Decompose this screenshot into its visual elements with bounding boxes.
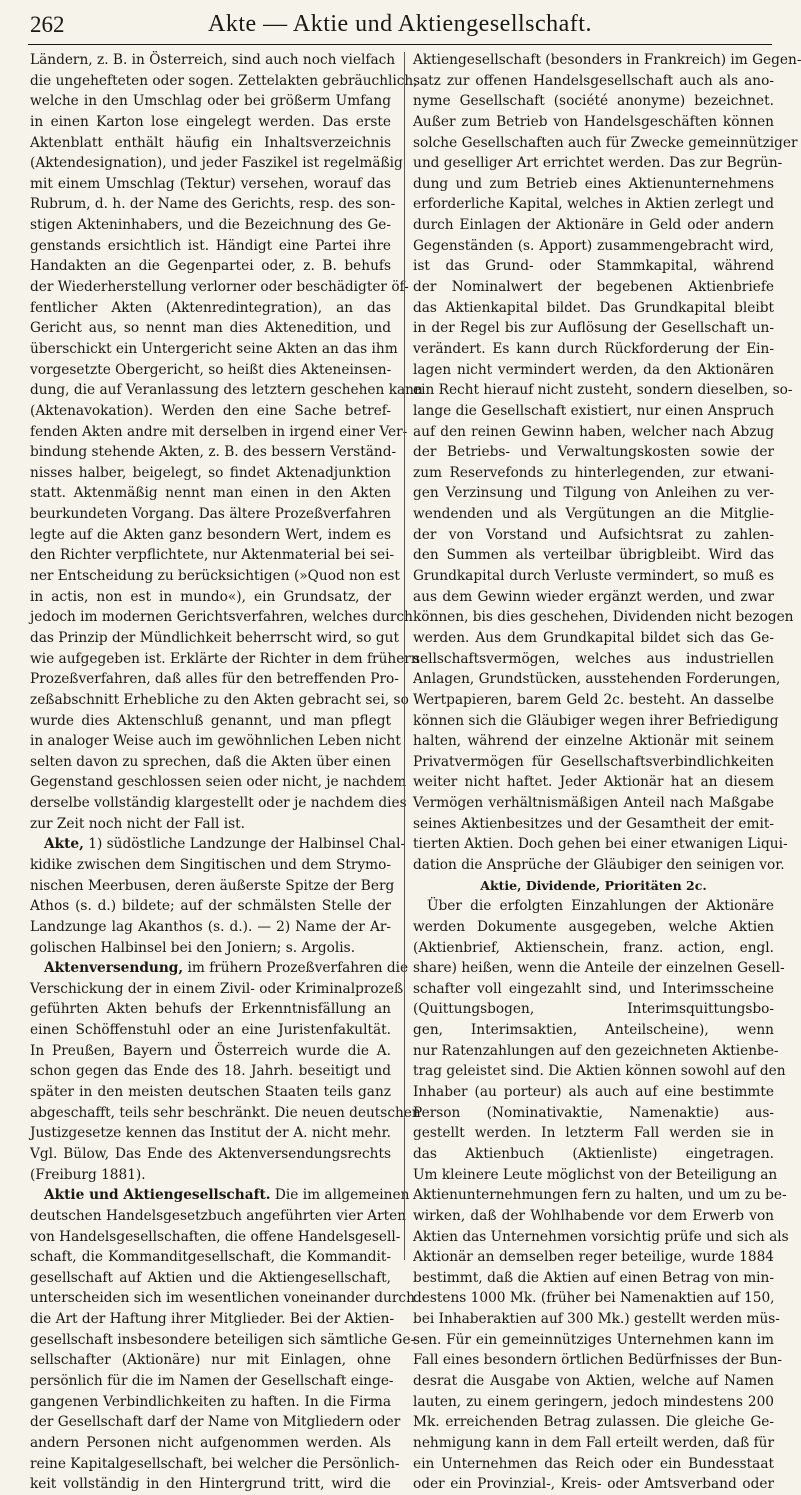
text-line [413,1185,787,1206]
line-text: ner Entscheidung zu berücksichtigen (»Quod non est [30,568,400,585]
text-line [413,1227,789,1248]
text-line [413,607,794,628]
line-text: beurkundeten Vorgang. Das ältere Prozeßverfahren [30,506,391,523]
line-text: welche in den Umschlag oder bei größerm Umfang [30,93,391,110]
text-line [413,194,774,215]
line-text: der Gesellschaft darf der Name von Mitgliedern oder [30,1414,401,1431]
text-line [413,958,785,979]
line-text: vorgesetzte Obergericht, so heißt dies Akteneinsen- [30,361,392,378]
text-line [413,215,774,236]
line-text: sen. Für ein gemeinnütziges Unternehmen kann im [413,1331,774,1348]
line-text: Aktienunternehmungen fern zu halten, und um zu be- [413,1187,787,1204]
line-text: (Aktienbrief, Aktienschein, franz. action, engl. [413,939,774,956]
text-line [413,1268,774,1289]
line-text: jedoch im modernen Gerichtsverfahren, welches durch [30,609,413,626]
text-line [413,1020,774,1041]
line-text: können sich die Gläubiger wegen ihrer Befriedigung [413,712,779,729]
text-line [30,339,398,360]
text-line [413,91,774,112]
line-text: Über die erfolgten Einzahlungen der Aktionäre [427,898,774,915]
text-line [30,174,391,195]
line-text: Aktie, Dividende, Prioritäten 2c. [480,877,707,893]
text-line [413,896,774,917]
text-line [30,318,391,339]
left-text-column [30,50,423,1493]
line-text: nisses halber, beigelegt, so findet Aktenadjunktion [30,464,391,481]
line-text: schaft, die Kommanditgesellschaft, die Kommandit- [30,1249,391,1266]
line-text: Um kleinere Leute möglichst von der Beteiligung an [413,1166,778,1183]
line-text: Gegenständen (s. Apport) zusammengebracht wird, [413,237,774,254]
line-text: reine Kapitalgesellschaft, bei welcher die Persönlich- [30,1455,400,1472]
text-line [30,628,399,649]
line-text: bei Inhaberaktien auf 300 Mk.) gestellt werden müs- [413,1311,780,1328]
line-text: Privatvermögen für Gesellschaftsverbindlichkeiten [413,753,774,770]
line-text: nur Ratenzahlungen auf den gezeichneten Aktienbe- [413,1042,779,1059]
text-line [30,1350,391,1371]
line-text: weiter nicht haftet. Jeder Aktionär hat an diesem [413,774,774,791]
line-text: gesellschaft auf Aktien und die Aktiengesellschaft, [30,1269,391,1286]
text-line [30,855,391,876]
line-text: geführten Akten behufs der Erkenntnisfällung an [30,1001,391,1018]
text-line [30,834,406,855]
text-line [30,669,399,690]
line-text: Fall eines besondern örtlichen Bedürfnisses der Bun- [413,1352,783,1369]
line-text: seines Aktienbesitzes und der Gesamtheit der emit- [413,815,774,832]
text-line [30,1288,415,1309]
line-text: bindung stehende Akten, z. B. des bessern Verständ- [30,444,397,461]
line-text: mit einem Umschlag (Tektur) versehen, worauf das [30,175,391,192]
text-line [30,256,391,277]
line-text: Prozeßverfahren, daß alles für den betreffenden Pro- [30,671,399,688]
line-text: andern Personen nicht aufgenommen werden. Als [30,1434,391,1451]
text-line [413,71,774,92]
line-text: deutschen Handelsgesetzbuch angeführten vier Arten [30,1207,407,1224]
text-line [413,628,774,649]
text-line [30,1330,416,1351]
text-line [30,525,391,546]
line-text: Aktien das Unternehmen vorsichtig prüfe und sich als [413,1228,789,1245]
line-text: In Preußen, Bayern und Österreich wurde die A. [30,1042,391,1059]
text-line [413,360,774,381]
text-line [413,1103,774,1124]
text-line [30,483,391,504]
line-text: (Aktenavokation). Werden den eine Sache betref- [30,402,391,419]
text-line [413,814,774,835]
line-text: in actis, non est in mundo«), ein Grundsatz, der [30,588,391,605]
text-line [30,587,391,608]
text-line [30,649,420,670]
text-line [413,1206,774,1227]
text-line [413,649,774,670]
text-line [413,1433,774,1454]
text-line [30,1206,407,1227]
line-text: Anlagen, Grundstücken, ausstehenden Forderungen, [413,671,781,688]
text-line [30,1061,391,1082]
text-line [413,1392,774,1413]
line-text: die ungehefteten oder sogen. Zettelakten gebräuchlich, [30,72,418,89]
line-text: sellschaftsvermögen, welches aus industriellen [413,650,774,667]
text-line [413,855,785,876]
line-text: der von Vorstand und Aufsichtsrat zu zahlen- [413,526,774,543]
line-text: legte auf die Akten ganz besondern Wert, indem es [30,526,391,543]
line-text: lauten, zu einem geringern, jedoch mindestens 200 [413,1393,774,1410]
line-text: der Betriebs- und Verwaltungskosten sowie der [413,444,774,461]
text-line [413,318,774,339]
text-line [30,1185,410,1206]
line-text: Vermögen verhältnismäßigen Anteil nach Maßgabe [413,795,774,812]
text-line [30,236,391,257]
line-text: ist das Grund- oder Stammkapital, während [413,258,774,275]
line-text: zum Reservefonds zu hinterlegenden, zur etwani- [413,464,774,481]
line-text: fenden Akten andre mit derselben in irgend einer Ver- [30,423,408,440]
line-text: Inhaber (au porteur) als auch auf eine bestimmte [413,1084,774,1101]
line-text: Aktenblatt enthält häufig ein Inhaltsverzeichnis [30,134,391,151]
text-line [30,772,407,793]
line-text: gen Verzinsung und Tilgung von Anleihen zu ver- [413,485,774,502]
line-text: wie aufgegeben ist. Erklärte der Richter in dem frühern [30,650,420,667]
text-line [30,793,407,814]
line-text: Rubrum, d. h. der Name des Gerichts, resp. des son- [30,196,396,213]
line-text: Mk. erreichenden Betrag zulassen. Die gleiche Ge- [413,1414,774,1431]
line-text: durch Einlagen der Aktionäre in Geld oder andern [413,217,774,234]
text-line [30,1144,391,1165]
text-line [413,1123,774,1144]
text-line [30,814,391,835]
text-line [413,256,774,277]
text-line [30,566,400,587]
line-text: gestellt werden. In letzterm Fall werden sie in [413,1125,774,1142]
text-line [413,339,774,360]
text-line [30,690,409,711]
text-line [30,979,404,1000]
text-line [30,1474,391,1495]
line-text: Person (Nominativaktie, Namenaktie) aus- [413,1104,774,1121]
text-line [413,277,774,298]
line-text: Aktiengesellschaft (besonders in Frankreich) im Gegen- [413,52,801,68]
text-line [30,91,391,112]
line-text: desrat die Ausgabe von Aktien, welche auf Namen [413,1373,774,1389]
line-text: (Freiburg 1881). [30,1166,146,1183]
text-line [30,752,391,773]
text-line [30,1020,391,1041]
line-text: überschickt ein Untergericht seine Akten an das ihm [30,340,398,357]
line-text: einen Schöffenstuhl oder an eine Juristenfakultät. [30,1022,391,1039]
text-line [30,545,395,566]
page-number: 262 [30,12,65,37]
text-line [30,1268,391,1289]
line-text: der Nominalwert der begebenen Aktienbriefe [413,279,774,296]
line-text: fentlicher Akten (Aktenredintegration), an das [30,299,391,316]
text-line [30,1371,394,1392]
text-line [30,1412,401,1433]
text-line [413,1061,786,1082]
text-line [30,442,397,463]
text-line [413,731,774,752]
line-text: das Prinzip der Mündlichkeit beherrscht wird, so gut [30,629,399,646]
line-text: Grundkapital durch Verluste vermindert, so muß es [413,568,774,585]
line-text: Gegenstand geschlossen seien oder nicht, je nachdem [30,774,407,791]
line-text: golischen Halbinsel bei den Joniern; s. Argolis. [30,939,356,956]
line-text: lange die Gesellschaft existiert, nur einen Anspruch [413,402,775,419]
line-text: solche Gesellschaften auch für Zwecke gemeinnütziger [413,134,798,151]
line-text: Außer zum Betrieb von Handelsgeschäften können [413,113,774,130]
text-line [30,1392,391,1413]
line-text: werden. Aus dem Grundkapital bildet sich das Ge- [413,629,774,646]
line-text: share) heißen, wenn die Anteile der einzelnen Gesell- [413,960,785,977]
line-text: zur Zeit noch nicht der Fall ist. [30,815,246,832]
entry-headword: Akte, [44,836,84,853]
line-text: werden Dokumente ausgegeben, welche Aktien [413,918,774,935]
line-text: in einen Karton lose eingelegt werden. Das erste [30,113,391,130]
text-line [413,999,774,1020]
text-line [413,442,774,463]
line-text: dation die Ansprüche der Gläubiger den seinigen vor. [413,856,785,873]
line-text: gen, Interimsaktien, Anteilscheine), wenn [413,1022,774,1039]
text-line [413,112,774,133]
text-line [413,1474,774,1495]
text-line [413,587,774,608]
line-text: Vgl. Bülow, Das Ende des Aktenversendungsrechts [30,1145,391,1162]
line-text: ein Unternehmen das Reich oder ein Bundesstaat [413,1455,774,1472]
text-line [413,690,774,711]
line-text: gesellschaft insbesondere beteiligen sich sämtliche Ge- [30,1331,416,1348]
text-line [413,153,783,174]
text-line [413,979,774,1000]
text-line [413,504,774,525]
line-text: schon gegen das Ende des 18. Jahrh. beseitigt und [30,1063,391,1080]
line-text: ein Recht hierauf nicht zusteht, sondern dieselben, so- [413,382,793,399]
text-line [30,153,403,174]
text-line [30,463,391,484]
line-text: stigen Akteninhabers, und die Bezeichnung des Ge- [30,217,391,234]
line-text: zeßabschnitt Erhebliche zu den Akten gebracht sei, so [30,691,409,708]
text-line [30,194,396,215]
line-text: statt. Aktenmäßig nennt man einen in den Akten [30,485,391,502]
text-line [413,669,781,690]
text-line [413,1288,774,1309]
text-line [413,174,774,195]
line-text: trag geleistet sind. Die Aktien können sowohl auf den [413,1063,786,1080]
text-line [413,133,798,154]
line-text: kidike zwischen dem Singitischen und dem Strymo- [30,856,391,873]
line-text: und geselliger Art errichtet werden. Das zur Begrün- [413,155,783,172]
text-line [30,1123,391,1144]
text-line [30,731,401,752]
text-line [30,360,391,381]
text-line [30,112,391,133]
text-line [413,711,779,732]
text-line [413,298,774,319]
line-text: (Aktendesignation), und jeder Faszikel ist regelmäßig [30,155,403,172]
line-text: Verschickung der in einem Zivil- oder Kriminalprozeß [30,980,404,997]
line-text: Handakten an die Gegenpartei oder, z. B. behufs [30,258,391,275]
text-line [413,1350,783,1371]
text-line [413,463,774,484]
text-line [413,566,774,587]
line-text: unterscheiden sich im wesentlichen voneinander durch [30,1290,415,1307]
line-text: das Aktienkapital bildet. Das Grundkapital bleibt [413,299,774,316]
text-line [413,793,774,814]
line-text: keit vollständig in den Hintergrund tritt, wird die [30,1476,391,1493]
text-line [413,1165,778,1186]
text-line [413,834,788,855]
text-line [413,50,801,71]
text-line [30,401,391,422]
line-text: sellschafter (Aktionäre) nur mit Einlagen, ohne [30,1352,391,1369]
text-line [30,298,391,319]
line-text: den Summen als verteilbar übrigbleibt. Wird das [413,547,774,564]
line-text: nischen Meerbusen, deren äußerste Spitze der Berg [30,877,395,894]
text-line [30,380,423,401]
line-text: von Handelsgesellschaften, die offene Handelsgesell- [30,1228,401,1245]
text-line [30,1454,400,1475]
line-text: aus dem Gewinn wieder ergänzt werden, und zwar [413,588,774,605]
text-line [413,1082,774,1103]
line-text: selten davon zu sprechen, daß die Akten über einen [30,753,391,770]
text-line [413,422,774,443]
line-text: dung und zum Betrieb eines Aktienunternehmens [413,175,774,192]
text-line [30,876,395,897]
line-text: nehmigung kann in dem Fall erteilt werden, daß für [413,1434,775,1451]
line-text: bestimmt, daß die Aktien auf einen Betrag von min- [413,1269,774,1286]
line-text: halten, während der einzelne Aktionär mit seinem [413,733,774,750]
text-line [30,1227,401,1248]
text-line [413,380,793,401]
line-text: nyme Gesellschaft (société anonyme) bezeichnet. [413,93,774,110]
line-text: Wertpapieren, barem Geld 2c. besteht. An dasselbe [413,691,774,708]
column-divider [404,52,405,1260]
line-text: erforderliche Kapital, welches in Aktien zerlegt und [413,196,774,213]
line-text: abgeschafft, teils sehr beschränkt. Die neuen deutschen [30,1104,421,1121]
line-text: wurde dies Aktenschluß genannt, und man pflegt [30,712,391,729]
entry-headword: Aktenversendung, [44,960,184,977]
text-line [30,71,418,92]
line-text: in der Regel bis zur Auflösung der Gesellschaft un- [413,320,774,337]
text-line [30,958,409,979]
line-text: später in den meisten deutschen Staaten teils ganz [30,1084,391,1101]
text-line [30,1165,391,1186]
line-text: das Aktienbuch (Aktienliste) eingetragen. [413,1145,774,1162]
line-text: 1) südöstliche Landzunge der Halbinsel Chal- [83,836,406,853]
text-line [413,1454,774,1475]
text-line [30,1103,421,1124]
text-line [413,1330,774,1351]
line-text: Athos (s. d.) bildete; auf der schmälsten Stelle der [30,898,391,915]
text-line [30,607,413,628]
section-heading [413,876,774,897]
text-line [413,545,774,566]
text-line [30,1247,391,1268]
text-line [413,1041,779,1062]
text-line [30,277,409,298]
line-text: persönlich für die im Namen der Gesellschaft einge- [30,1373,394,1389]
line-text: Aktionär an demselben reger beteilige, wurde 1884 [413,1249,774,1266]
line-text: lagen nicht vermindert werden, da den Aktionären [413,361,774,378]
line-text: genstands ersichtlich ist. Händigt eine Partei ihre [30,237,391,254]
text-line [413,917,774,938]
text-line [413,1309,780,1330]
text-line [413,236,774,257]
line-text: Die im allgemeinen [270,1187,410,1204]
text-line [413,1371,774,1392]
line-text: destens 1000 Mk. (früher bei Namenaktien auf 150, [413,1290,775,1307]
line-text: verändert. Es kann durch Rückforderung der Ein- [413,340,774,357]
text-line [413,772,774,793]
line-text: derselbe vollständig klargestellt oder je nachdem dies [30,795,407,812]
line-text: wirken, daß der Wohlhabende vor dem Erwerb von [413,1207,774,1224]
entry-headword: Aktie und Aktiengesellschaft. [44,1187,271,1204]
text-line [413,401,774,422]
text-line [413,483,774,504]
line-text: (Quittungsbogen, Interimsquittungsbo- [413,1001,774,1018]
text-line [30,1309,395,1330]
line-text: Justizgesetze kennen das Institut der A. nicht mehr. [30,1125,391,1142]
line-text: können, bis dies geschehen, Dividenden nicht bezogen [413,609,794,626]
line-text: schafter voll eingezahlt sind, und Interimsscheine [413,980,774,997]
text-line [413,525,774,546]
text-line [30,917,391,938]
text-line [413,1144,774,1165]
line-text: dung, die auf Veranlassung des letztern geschehen kann [30,382,423,399]
line-text: oder ein Provinzial-, Kreis- oder Amtsverband oder [413,1476,774,1493]
page-header [28,10,772,45]
text-line [413,1412,774,1433]
text-line [30,50,396,71]
text-line [30,1041,391,1062]
text-line [413,752,774,773]
text-line [30,133,391,154]
text-line [30,999,391,1020]
line-text: satz zur offenen Handelsgesellschaft auch als ano- [413,72,774,89]
running-head: Akte — Aktie und Aktiengesellschaft. [208,11,592,37]
right-text-column [413,50,801,1493]
line-text: Landzunge lag Akanthos (s. d.). — 2) Name der Ar- [30,918,391,935]
line-text: der Wiederherstellung verlorner oder beschädigter öf- [30,279,409,296]
line-text: im frühern Prozeßverfahren die [183,960,409,977]
text-line [30,422,408,443]
line-text: wendenden und als Vergütungen an die Mitglie- [413,506,774,523]
text-line [30,938,391,959]
line-text: gangenen Verbindlichkeiten zu haften. In die Firma [30,1393,391,1410]
line-text: Gericht aus, so nennt man dies Aktenedition, und [30,320,391,337]
line-text: tierten Aktien. Doch gehen bei einer etwanigen Liqui- [413,836,788,853]
text-line [30,896,391,917]
text-line [30,215,391,236]
text-line [413,1247,774,1268]
line-text: die Art der Haftung ihrer Mitglieder. Bei der Aktien- [30,1311,395,1328]
line-text: in analoger Weise auch im gewöhnlichen Leben nicht [30,733,401,750]
line-text: Ländern, z. B. in Österreich, sind auch noch vielfach [30,52,396,68]
line-text: den Richter verpflichtete, nur Aktenmaterial bei sei- [30,547,395,564]
text-line [30,504,391,525]
text-line [30,1433,391,1454]
line-text: auf den reinen Gewinn haben, welcher nach Abzug [413,423,774,440]
text-line [30,1082,391,1103]
text-line [30,711,391,732]
text-line [413,938,774,959]
